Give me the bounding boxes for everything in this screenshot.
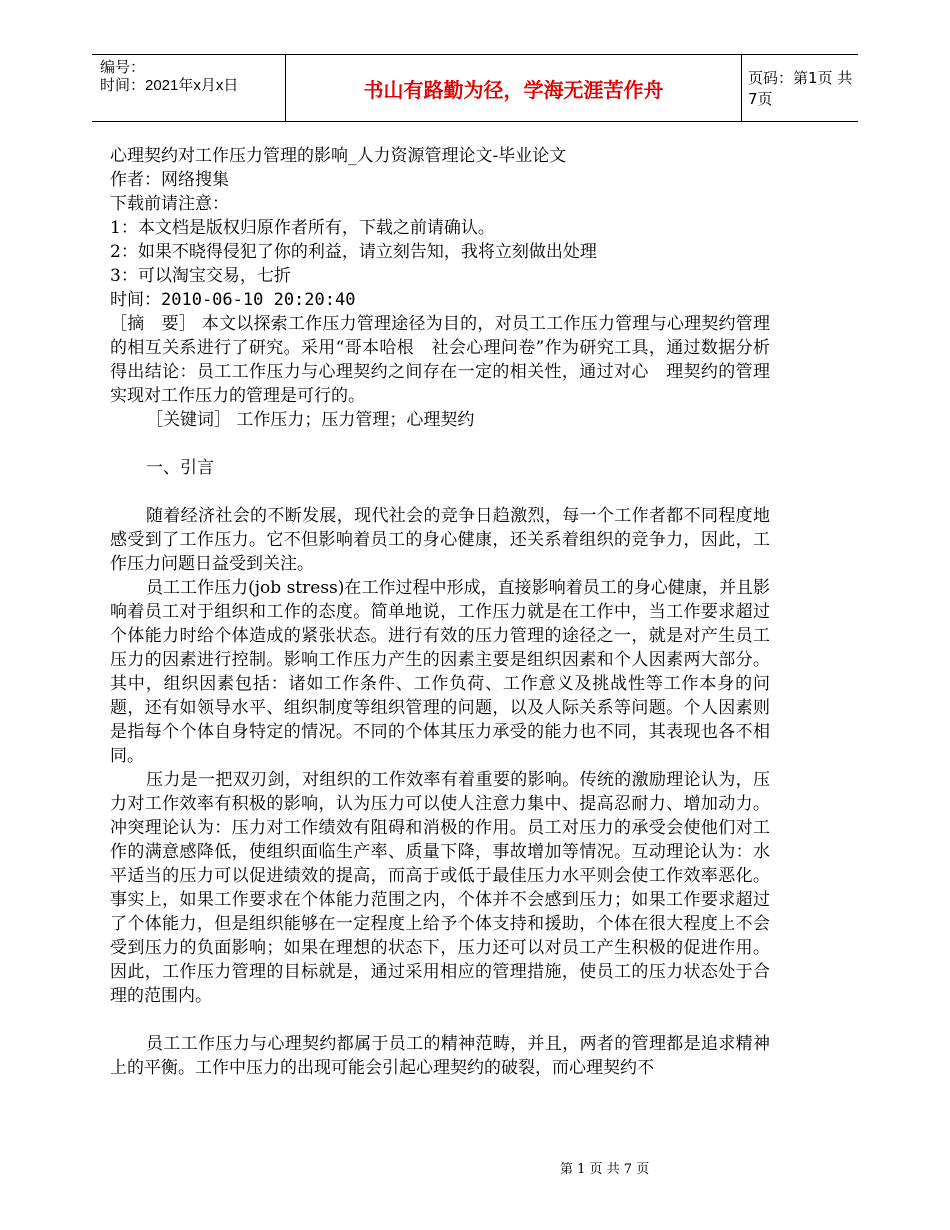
body-paragraph: 员工工作压力与心理契约都属于员工的精神范畴，并且，两者的管理都是追求精神上的平衡。工作中压力的出现可能会引起心理契约的破裂，而心理契约不 xyxy=(110,1034,770,1078)
page-footer: 第 1 页 共 7 页 xyxy=(560,1162,650,1177)
section-heading: 一、引言 xyxy=(146,458,214,478)
doc-number-label: 编号： xyxy=(100,59,146,76)
keywords: ［关键词］ 工作压力；压力管理；心理契约 xyxy=(146,410,475,430)
notice-item: 3：可以淘宝交易，七折 xyxy=(110,266,291,286)
header-meta xyxy=(92,55,285,121)
document-body xyxy=(110,144,770,1080)
body-paragraph: 压力是一把双刃剑，对组织的工作效率有着重要的影响。传统的激励理论认为，压力对工作效率有积极的影响，认为压力可以使人注意力集中、提高忍耐力、增加动力。冲突理论认为：压力对工作绩效有阻碍和消极的作用。员工对压力的承受会使他们对工作的满意感降低，使组织面临生产率、质量下降，事故增加等情况。互动理论认为：水平适当的压力可以促进绩效的提高，而高于或低于最佳压力水平则会使工作效率恶化。事实上，如果工作要求在个体能力范围之内，个体并不会感到压力；如果工作要求超过了个体能力，但是组织能够在一定程度上给予个体支持和援助，个体在很大程度上不会受到压力的负面影响；如果在理想的状态下，压力还可以对员工产生积极的促进作用。因此，工作压力管理的目标就是，通过采用相应的管理措施，使员工的压力状态处于合理的范围内。 xyxy=(110,770,770,1006)
page-header xyxy=(92,54,858,122)
body-paragraph: 员工工作压力(job stress)在工作过程中形成，直接影响着员工的身心健康，并且影响着员工对于组织和工作的态度。简单地说，工作压力就是在工作中，当工作要求超过个体能力时给个体造成的紧张状态。进行有效的压力管理的途径之一，就是对产生员工压力的因素进行控制。影响工作压力产生的因素主要是组织因素和个人因素两大部分。其中，组织因素包括：诸如工作条件、工作负荷、工作意义及挑战性等工作本身的问题，还有如领导水平、组织制度等组织管理的问题，以及人际关系等问题。个人因素则是指每个个体自身特定的情况。不同的个体其压力承受的能力也不同，其表现也各不相同。 xyxy=(110,578,770,766)
notice-item: 2：如果不晓得侵犯了你的利益，请立刻告知，我将立刻做出处理 xyxy=(110,242,597,262)
article-timestamp xyxy=(110,288,770,312)
download-notice-heading: 下载前请注意： xyxy=(110,194,229,214)
body-paragraph: 随着经济社会的不断发展，现代社会的竞争日趋激烈，每一个工作者都不同程度地感受到了工作压力。它不但影响着员工的身心健康，还关系着组织的竞争力，因此，工作压力问题日益受到关注。 xyxy=(110,506,770,574)
timestamp-label: 时间： xyxy=(110,290,161,310)
article-title: 心理契约对工作压力管理的影响_人力资源管理论文-毕业论文 xyxy=(110,146,567,166)
notice-item: 1：本文档是版权归原作者所有，下载之前请确认。 xyxy=(110,218,495,238)
abstract: ［摘 要］ 本文以探索工作压力管理途径为目的，对员工工作压力管理与心理契约管理的相互关系进行了研究。采用“哥本哈根 社会心理问卷”作为研究工具，通过数据分析得出结论：员工工作压力与心理契约之间存在一定的相关性，通过对心 理契约的管理实现对工作压力的管理是可行的。 xyxy=(110,314,770,406)
header-motto: 书山有路勤为径，学海无涯苦作舟 xyxy=(285,55,742,121)
header-page-info: 页码：第1页 共7页 xyxy=(748,69,853,108)
timestamp-value: 2010-06-10 20:20:40 xyxy=(161,290,356,310)
doc-time-label: 时间：2021年x月x日 xyxy=(100,77,239,94)
article-author: 作者：网络搜集 xyxy=(110,170,229,190)
